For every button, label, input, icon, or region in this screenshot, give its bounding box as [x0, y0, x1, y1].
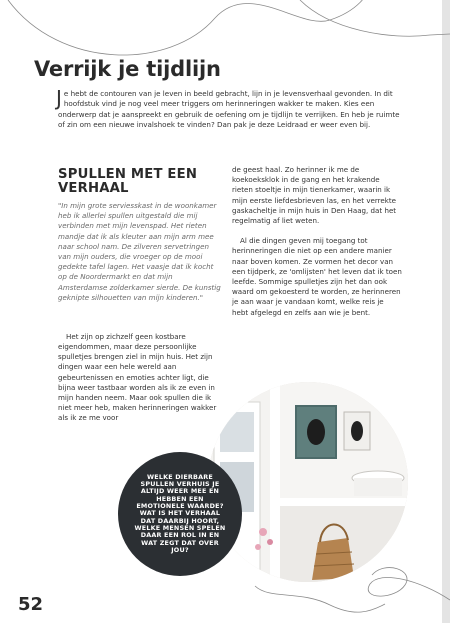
cabinet-photo	[208, 382, 408, 582]
page-title: Verrijk je tijdlijn	[34, 57, 221, 81]
body-column-2	[232, 165, 402, 318]
intro-paragraph	[56, 86, 404, 130]
body-column-1	[58, 332, 224, 423]
intro-text: e hebt de contouren van je leven in beeld gebracht, lijn in je levensverhaal gevonden. In dit hoofdstuk vind je nog veel meer triggers om herinneringen wakker te maken. Kies een onderwerp dat je aanspreekt en gebruik de oefening om je tijdlijn te verrijken. En heb je ruimte of zin om een nieuwe invalshoek te vinden? Dan pak je deze Leidraad er weer even bij.	[58, 89, 400, 129]
body-paragraph: Het zijn op zichzelf geen kostbare eigendommen, maar deze persoonlijke spulletjes brengen ziel in mijn huis. Het zijn dingen waar een hele wereld aan gebeurtenissen en emoties achter ligt, die bijna weer tastbaar worden als ik ze even in mijn handen neem. Maar ook spullen die ik niet meer heb, maken herinneringen wakker als ik ze me voor	[58, 332, 217, 423]
pull-quote: "In mijn grote serviesskast in de woonkamer heb ik allerlei spullen uitgestald die mij verbinden met mijn levenspad. Het rieten mandje dat ik als kleuter aan mijn arm mee naar school nam. De zilveren servetringen van mijn ouders, die vroeger op de mooi gedekte tafel lagen. Het vaasje dat ik kocht op de Noordermarkt en dat mijn Amsterdamse zolderkamer sierde. De kunstig geknipte silhouetten van mijn kinderen."	[58, 201, 221, 302]
page-number: 52	[18, 594, 44, 615]
drop-cap: J	[56, 86, 62, 110]
badge-text: WELKE DIERBARE SPULLEN VERHUIS JE ALTIJD WEER MEE EN HEBBEN EEN EMOTIONELE WAARDE? WAT IS HET VERHAAL DAT DAARBIJ HOORT, WELKE MENSEN SPELEN DAAR EEN ROL IN EN WAT ZEGT DAT OVER JOU?	[134, 472, 226, 554]
question-badge	[118, 452, 242, 576]
body-paragraph: de geest haal. Zo herinner ik me de koekoeksklok in de gang en het krakende rieten stoeltje in mijn tienerkamer, waarin ik mijn eerste liefdesbrieven las, en het verrekte gaskacheltje in mijn huis in Den Haag, dat het regelmatig af liet weten.	[232, 165, 397, 226]
section-heading: SPULLEN MET EEN VERHAAL	[58, 167, 198, 196]
cabinet-illustration	[208, 382, 408, 582]
body-paragraph: Al die dingen geven mij toegang tot herinneringen die niet op een andere manier naar boven komen. Ze vormen het decor van een tijdperk, ze 'omlijsten' het leven dat ik toen leefde. Sommige spulletjes zijn het dan ook waard om gekoesterd te worden, ze herinneren je aan waar je vandaan komt, welke reis je hebt afgelegd en zelfs aan wie je bent.	[232, 236, 402, 317]
